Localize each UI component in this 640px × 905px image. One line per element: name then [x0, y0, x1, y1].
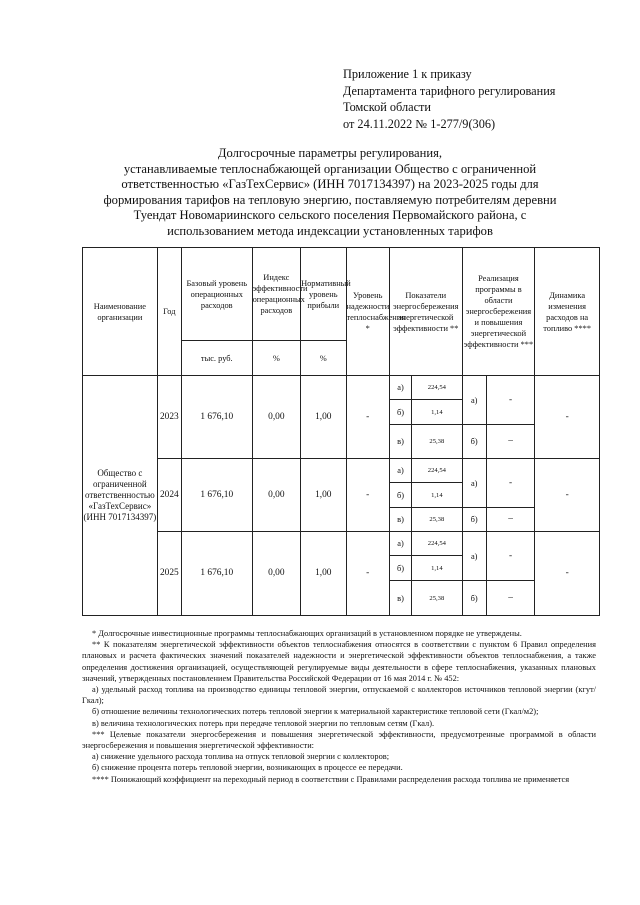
profit-cell: 1,00	[301, 532, 346, 616]
letter-a: а)	[389, 459, 411, 483]
header-org: Наименование организации	[83, 248, 158, 376]
header-profit: Нормативный уровень прибыли	[301, 248, 346, 341]
title-line: Долгосрочные параметры регулирования,	[217, 146, 443, 160]
year-cell: 2024	[157, 459, 181, 532]
efficiency-index-cell: 0,00	[252, 376, 300, 459]
reliability-cell: -	[346, 532, 389, 616]
program-b-value: –	[486, 581, 534, 616]
appendix-line: Томской области	[343, 100, 431, 114]
footnote: * Долгосрочные инвестиционные программы теплоснабжающих организаций в установленном порядке не утверждены.	[92, 629, 522, 638]
footnote-item: а) снижение удельного расхода топлива на отпуск тепловой энергии с коллекторов;	[92, 752, 390, 762]
letter-c: в)	[389, 425, 411, 459]
parameters-table	[82, 247, 600, 616]
letter-b: б)	[462, 508, 486, 532]
table-row	[83, 376, 600, 400]
footnote: *** Целевые показатели энергосбережения и повышения энергетической эффективности, предусмотренные программой в области энергосбережения и повышения энергетической эффективности:	[82, 729, 596, 751]
title-line: ответственностью «ГазТехСервис» (ИНН 7017134397) на 2023-2025 годы для	[121, 177, 539, 192]
letter-c: в)	[389, 508, 411, 532]
org-name-cell: Общество с ограниченной ответственностью «ГазТехСервис» (ИНН 7017134397)	[83, 376, 158, 616]
efficiency-index-cell: 0,00	[252, 532, 300, 616]
indicator-b-value: 1,14	[412, 400, 462, 425]
letter-a: а)	[462, 532, 486, 581]
indicator-b-value: 1,14	[412, 483, 462, 508]
footnote-item: б) отношение величины технологических потерь тепловой энергии к материальной характеристике тепловой сети (Гкал/м2);	[92, 707, 539, 717]
appendix-date: от 24.11.2022 № 1-277/9(306)	[343, 116, 496, 131]
document-title	[70, 146, 590, 240]
unit-percent: %	[301, 341, 346, 376]
efficiency-index-cell: 0,00	[252, 459, 300, 532]
header-year: Год	[157, 248, 181, 376]
header-reliability: Уровень надежности теплоснабжения *	[346, 248, 389, 376]
program-b-value: –	[486, 425, 534, 459]
footnote-item: б) снижение процента потерь тепловой энергии, возникающих в процессе ее передачи.	[92, 763, 403, 773]
letter-b: б)	[389, 400, 411, 425]
fuel-dynamics-cell: -	[535, 532, 600, 616]
footnote: **** Понижающий коэффициент на переходный период в соответствии с Правилами распределения расхода топлива не применяется	[92, 774, 570, 784]
unit-percent: %	[252, 341, 300, 376]
table-row	[83, 459, 600, 483]
table-row	[83, 532, 600, 556]
indicator-a-value: 224,54	[412, 532, 462, 556]
program-b-value: –	[486, 508, 534, 532]
base-level-cell: 1 676,10	[181, 376, 252, 459]
footnotes	[82, 628, 596, 785]
program-a-value: -	[486, 376, 534, 425]
year-cell: 2025	[157, 532, 181, 616]
program-a-value: -	[486, 532, 534, 581]
profit-cell: 1,00	[301, 459, 346, 532]
header-energy-indicators: Показатели энергосбережения энергетической эффективности **	[389, 248, 462, 376]
fuel-dynamics-cell: -	[535, 459, 600, 532]
appendix-line: Приложение 1 к приказу	[343, 67, 472, 81]
header-efficiency-index: Индекс эффективности операционных расходов	[252, 248, 300, 341]
header-programs: Реализация программы в области энергосбережения и повышения энергетической эффективности ***	[462, 248, 535, 376]
base-level-cell: 1 676,10	[181, 459, 252, 532]
letter-a: а)	[462, 459, 486, 508]
indicator-c-value: 25,38	[412, 425, 462, 459]
letter-a: а)	[389, 532, 411, 556]
appendix-line: Департамента тарифного регулирования	[343, 83, 556, 98]
indicator-c-value: 25,38	[412, 508, 462, 532]
footnote-item: а) удельный расход топлива на производство единицы тепловой энергии, отпускаемой с коллекторов источников тепловой энергии (кгут/Гкал);	[82, 685, 596, 706]
letter-b: б)	[389, 483, 411, 508]
header-fuel-dynamics: Динамика изменения расходов на топливо ****	[535, 248, 600, 376]
year-cell: 2023	[157, 376, 181, 459]
indicator-b-value: 1,14	[412, 556, 462, 581]
title-line: формирования тарифов на тепловую энергию, поставляемую потребителям деревни	[103, 192, 557, 207]
letter-a: а)	[462, 376, 486, 425]
title-line: Туендат Новомариинского сельского поселения Первомайского района, с	[133, 208, 527, 223]
indicator-a-value: 224,54	[412, 459, 462, 483]
indicator-c-value: 25,38	[412, 581, 462, 616]
title-line: использованием метода индексации установленных тарифов	[167, 223, 493, 238]
title-line: устанавливаемые теплоснабжающей организации Общество с ограниченной	[123, 161, 537, 176]
program-a-value: -	[486, 459, 534, 508]
letter-b: б)	[389, 556, 411, 581]
letter-a: а)	[389, 376, 411, 400]
unit-rub: тыс. руб.	[181, 341, 252, 376]
footnote-item: в) величина технологических потерь при передаче тепловой энергии по тепловым сетям (Гкал).	[92, 718, 435, 728]
letter-b: б)	[462, 425, 486, 459]
footnote: ** К показателям энергетической эффективности объектов теплоснабжения относятся в соответствии с пунктом 6 Правил определения плановых и расчета фактических значений показателей надежности и энергетической эффективности объектов теплоснабжения, а также определения достижения организацией, осуществляющей регулируемые виды деятельности в сфере теплоснабжения, указанных плановых значений, утвержденных постановлением Правительства Российской Федерации от 16 мая 2014 г. № 452:	[82, 640, 596, 683]
appendix-header	[343, 66, 555, 132]
header-base-level: Базовый уровень операционных расходов	[181, 248, 252, 341]
fuel-dynamics-cell: -	[535, 376, 600, 459]
letter-c: в)	[389, 581, 411, 616]
reliability-cell: -	[346, 459, 389, 532]
indicator-a-value: 224,54	[412, 376, 462, 400]
letter-b: б)	[462, 581, 486, 616]
base-level-cell: 1 676,10	[181, 532, 252, 616]
reliability-cell: -	[346, 376, 389, 459]
profit-cell: 1,00	[301, 376, 346, 459]
